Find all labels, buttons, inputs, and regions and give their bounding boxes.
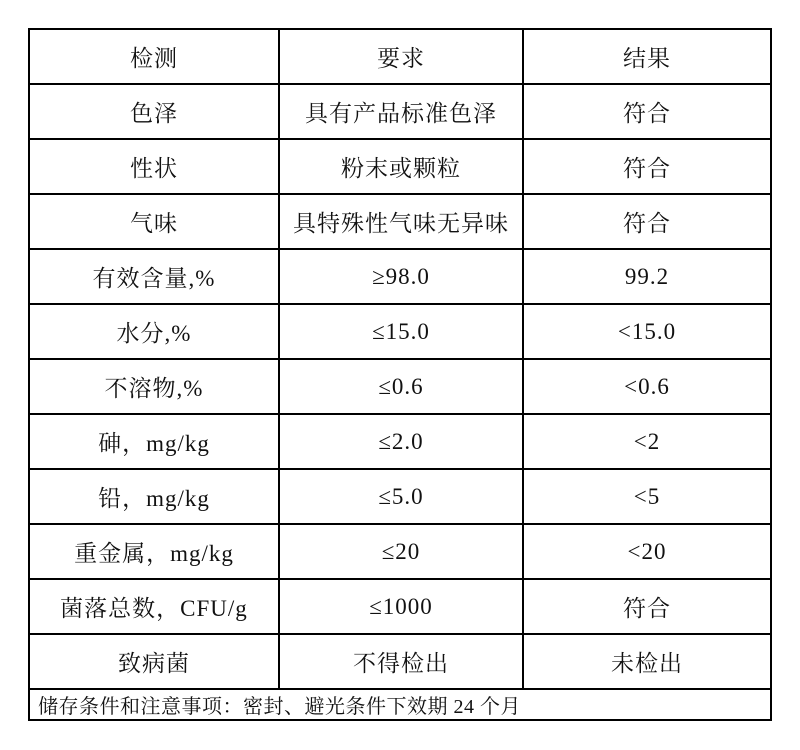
cell-result: <0.6 [523,359,771,414]
cell-requirement: 具有产品标准色泽 [279,84,523,139]
cell-result: 符合 [523,84,771,139]
cell-test: 致病菌 [29,634,279,689]
cell-result: 99.2 [523,249,771,304]
cell-result: 未检出 [523,634,771,689]
cell-requirement: ≤15.0 [279,304,523,359]
cell-result: 符合 [523,194,771,249]
cell-requirement: ≤1000 [279,579,523,634]
cell-requirement: ≤0.6 [279,359,523,414]
table-row [29,194,771,249]
inspection-sheet [28,28,772,721]
cell-requirement: ≤2.0 [279,414,523,469]
header-cell-test: 检测 [29,29,279,84]
cell-result: <2 [523,414,771,469]
cell-result: 符合 [523,579,771,634]
cell-requirement: ≤5.0 [279,469,523,524]
cell-test: 色泽 [29,84,279,139]
cell-requirement: 具特殊性气味无异味 [279,194,523,249]
table-row [29,249,771,304]
storage-note: 储存条件和注意事项：密封、避光条件下效期 24 个月 [29,689,771,720]
header-cell-result: 结果 [523,29,771,84]
cell-result: 符合 [523,139,771,194]
table-row [29,579,771,634]
cell-result: <20 [523,524,771,579]
cell-test: 性状 [29,139,279,194]
cell-test: 砷，mg/kg [29,414,279,469]
cell-requirement: 不得检出 [279,634,523,689]
table-row [29,359,771,414]
cell-test: 有效含量,% [29,249,279,304]
table-row [29,634,771,689]
cell-test: 菌落总数，CFU/g [29,579,279,634]
cell-test: 重金属，mg/kg [29,524,279,579]
header-cell-requirement: 要求 [279,29,523,84]
table-row [29,304,771,359]
cell-requirement: 粉末或颗粒 [279,139,523,194]
table-row [29,84,771,139]
inspection-table [28,28,772,721]
table-header-row [29,29,771,84]
cell-result: <5 [523,469,771,524]
cell-test: 铅，mg/kg [29,469,279,524]
cell-requirement: ≤20 [279,524,523,579]
table-row [29,469,771,524]
table-row [29,524,771,579]
cell-requirement: ≥98.0 [279,249,523,304]
cell-test: 不溶物,% [29,359,279,414]
cell-test: 气味 [29,194,279,249]
table-row [29,139,771,194]
cell-result: <15.0 [523,304,771,359]
table-footer-row [29,689,771,720]
table-row [29,414,771,469]
cell-test: 水分,% [29,304,279,359]
